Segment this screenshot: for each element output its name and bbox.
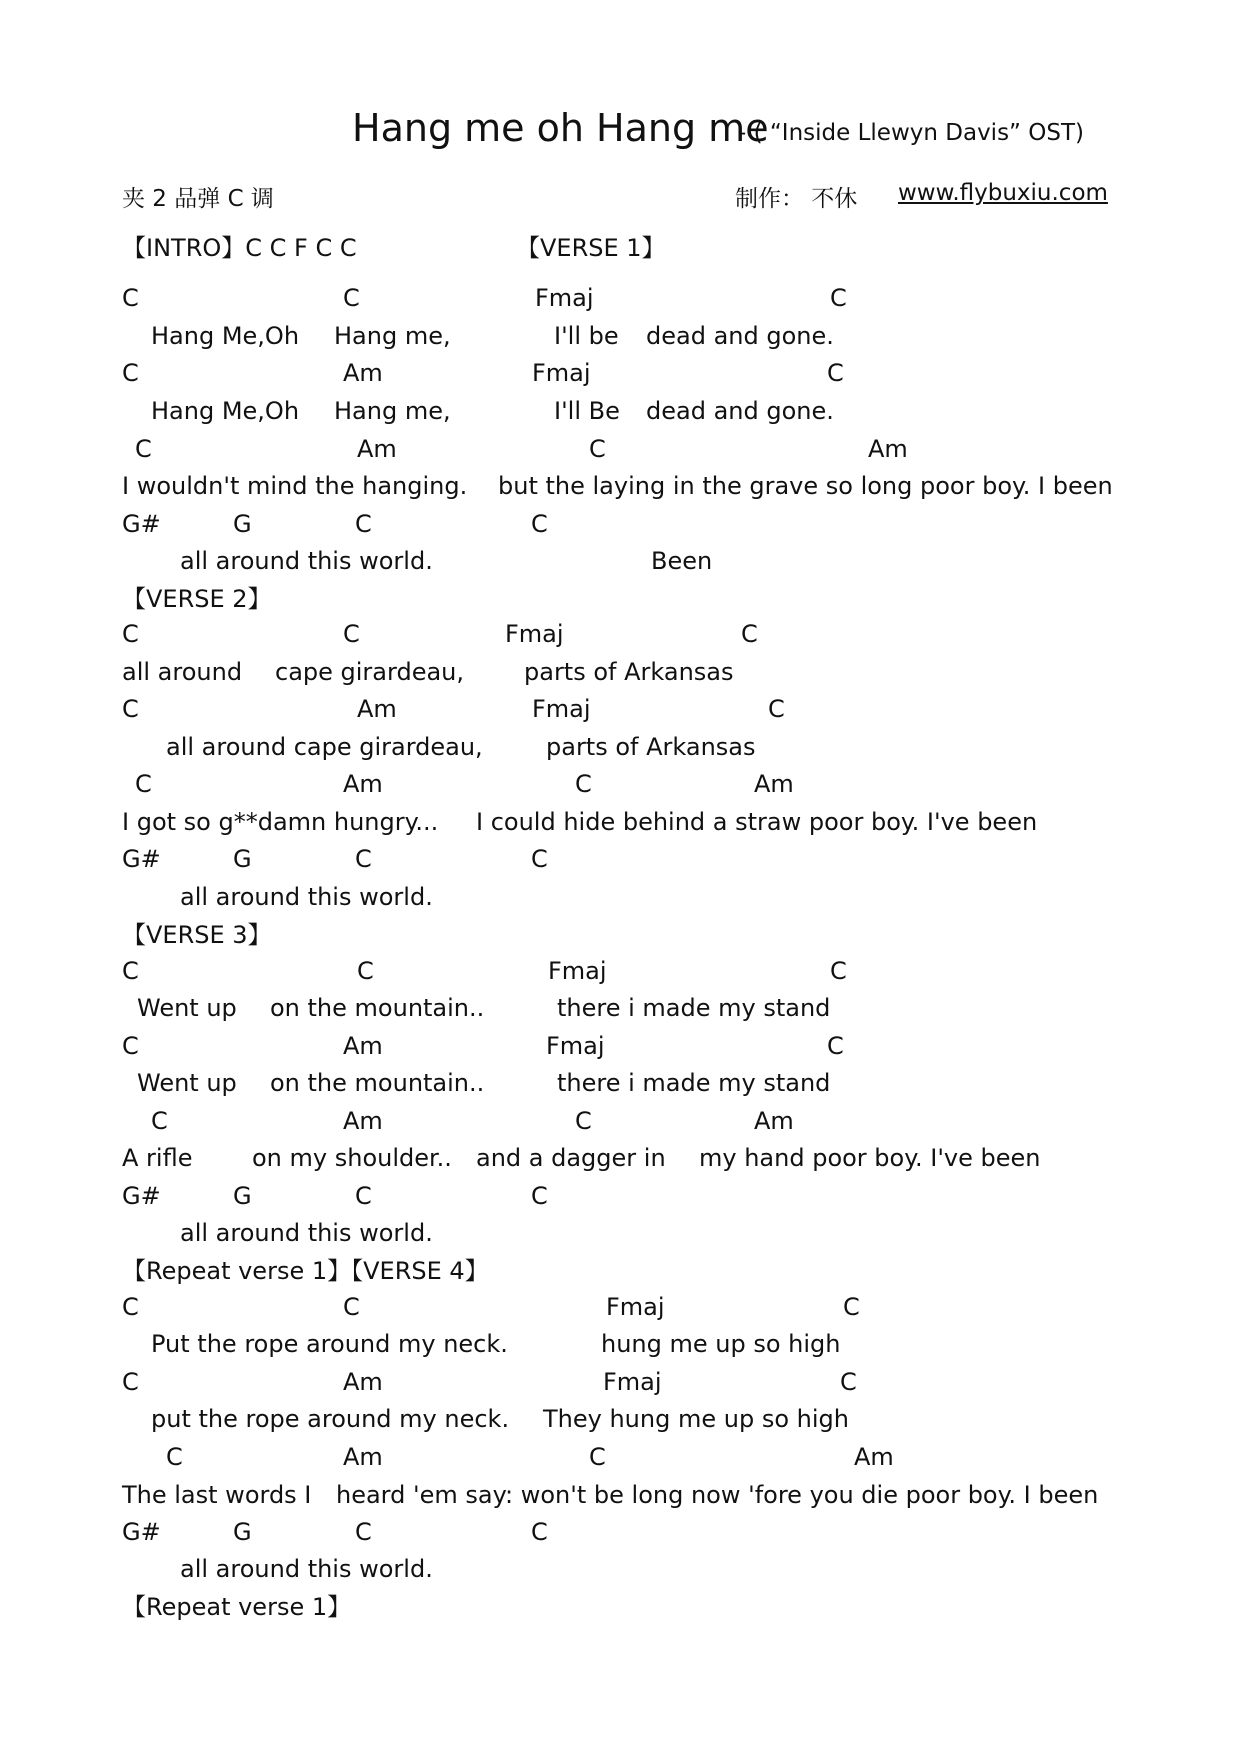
chord-symbol: C <box>827 359 844 387</box>
chord-symbol: C <box>531 845 548 873</box>
lyric-text: I got so g**damn hungry... <box>122 808 439 836</box>
chord-symbol: C <box>122 284 139 312</box>
chord-line <box>0 1106 1240 1142</box>
chord-symbol: Am <box>357 435 397 463</box>
chord-symbol: Am <box>343 1443 383 1471</box>
section-line <box>0 1256 1240 1292</box>
section-label: 【Repeat verse 1】【VERSE 4】 <box>122 1257 489 1285</box>
chord-line <box>0 1517 1240 1553</box>
lyric-line <box>0 546 1240 582</box>
chord-line <box>0 844 1240 880</box>
lyric-text: parts of Arkansas <box>546 733 756 761</box>
chord-symbol: C <box>355 1518 372 1546</box>
chord-symbol: G <box>233 845 252 873</box>
lyric-text: all around <box>122 658 243 686</box>
chord-symbol: G <box>233 510 252 538</box>
chord-symbol: Fmaj <box>535 284 594 312</box>
section-label: 【VERSE 3】 <box>122 921 272 949</box>
chord-line <box>0 358 1240 394</box>
chord-symbol: G <box>233 1182 252 1210</box>
chord-line <box>0 1367 1240 1403</box>
chord-symbol: Am <box>754 1107 794 1135</box>
chord-symbol: C <box>122 957 139 985</box>
chord-symbol: C <box>357 957 374 985</box>
lyric-text: I could hide behind a straw poor boy. I've been <box>476 808 1038 836</box>
chord-line <box>0 283 1240 319</box>
lyric-text: Went up <box>137 994 237 1022</box>
chord-symbol: C <box>830 284 847 312</box>
chord-symbol: C <box>575 1107 592 1135</box>
lyric-text: A rifle <box>122 1144 193 1172</box>
lyric-line <box>0 882 1240 918</box>
lyric-line <box>0 1554 1240 1590</box>
chord-line <box>0 956 1240 992</box>
chord-line <box>0 1181 1240 1217</box>
lyric-text: Hang Me,Oh <box>151 397 300 425</box>
website-link[interactable]: www.flybuxiu.com <box>898 180 1108 206</box>
section-label: 【INTRO】C C F C C <box>122 234 357 262</box>
chord-symbol: C <box>355 845 372 873</box>
chord-symbol: C <box>768 695 785 723</box>
lyric-text: on the mountain.. <box>270 994 485 1022</box>
chord-symbol: C <box>122 1293 139 1321</box>
lyric-line <box>0 1329 1240 1365</box>
lyric-text: dead and gone. <box>646 397 834 425</box>
lyric-text: all around cape girardeau, <box>166 733 483 761</box>
lyric-text: put the rope around my neck. <box>151 1405 510 1433</box>
lyric-text: The last words I <box>122 1481 312 1509</box>
chord-symbol: Fmaj <box>505 620 564 648</box>
lyric-text: I wouldn't mind the hanging. <box>122 472 468 500</box>
chord-symbol: C <box>343 620 360 648</box>
chord-symbol: Am <box>343 1032 383 1060</box>
lyric-line <box>0 321 1240 357</box>
chord-symbol: Fmaj <box>546 1032 605 1060</box>
lyric-text: Hang me, <box>334 397 451 425</box>
chord-symbol: C <box>840 1368 857 1396</box>
chord-symbol: Am <box>343 359 383 387</box>
chord-symbol: C <box>343 284 360 312</box>
lyric-text: heard 'em say: won't be long now 'fore you die poor boy. I been <box>336 1481 1099 1509</box>
lyric-line <box>0 732 1240 768</box>
lyric-line <box>0 1480 1240 1516</box>
chord-symbol: C <box>122 359 139 387</box>
lyric-text: Put the rope around my neck. <box>151 1330 508 1358</box>
lyric-line <box>0 1218 1240 1254</box>
chord-symbol: Fmaj <box>603 1368 662 1396</box>
chord-symbol: C <box>122 1368 139 1396</box>
lyric-line <box>0 657 1240 693</box>
lyric-text: dead and gone. <box>646 322 834 350</box>
chord-symbol: C <box>843 1293 860 1321</box>
section-label: 【VERSE 1】 <box>516 234 666 262</box>
section-label: 【VERSE 2】 <box>122 585 272 613</box>
lyric-text: Hang me, <box>334 322 451 350</box>
chord-line <box>0 694 1240 730</box>
lyric-text: on my shoulder.. <box>252 1144 452 1172</box>
chord-symbol: Fmaj <box>548 957 607 985</box>
chord-symbol: Am <box>854 1443 894 1471</box>
chord-symbol: C <box>151 1107 168 1135</box>
author-credit: 制作： 不休 <box>735 186 858 212</box>
chord-line <box>0 619 1240 655</box>
capo-key-note: 夹 2 品弹 C 调 <box>122 186 274 212</box>
lyric-text: They hung me up so high <box>543 1405 849 1433</box>
chord-symbol: C <box>166 1443 183 1471</box>
chord-symbol: C <box>827 1032 844 1060</box>
chord-symbol: C <box>355 510 372 538</box>
chord-line <box>0 1031 1240 1067</box>
chord-line <box>0 1292 1240 1328</box>
chord-symbol: C <box>135 435 152 463</box>
chord-symbol: C <box>343 1293 360 1321</box>
lyric-text: all around this world. <box>180 1219 433 1247</box>
lyric-line <box>0 807 1240 843</box>
chord-symbol: C <box>741 620 758 648</box>
lyric-text: parts of Arkansas <box>524 658 734 686</box>
chord-symbol: Fmaj <box>532 695 591 723</box>
chord-symbol: C <box>122 1032 139 1060</box>
chord-line <box>0 769 1240 805</box>
chord-symbol: Am <box>868 435 908 463</box>
section-label: 【Repeat verse 1】 <box>122 1593 352 1621</box>
lyric-text: on the mountain.. <box>270 1069 485 1097</box>
lyric-text: all around this world. <box>180 547 433 575</box>
lyric-text: my hand poor boy. I've been <box>699 1144 1041 1172</box>
lyric-text: all around this world. <box>180 883 433 911</box>
lyric-text: there i made my stand <box>557 994 831 1022</box>
lyric-line <box>0 993 1240 1029</box>
song-subtitle: - ( “Inside Llewyn Davis” OST) <box>738 120 1085 146</box>
lyric-text: Went up <box>137 1069 237 1097</box>
chord-symbol: C <box>531 1518 548 1546</box>
lyric-line <box>0 1068 1240 1104</box>
chord-symbol: C <box>355 1182 372 1210</box>
lyric-line <box>0 396 1240 432</box>
chord-symbol: Am <box>343 1368 383 1396</box>
section-line <box>0 584 1240 620</box>
chord-symbol: C <box>589 1443 606 1471</box>
chord-symbol: G# <box>122 845 161 873</box>
chord-symbol: G# <box>122 1182 161 1210</box>
section-line <box>0 1592 1240 1628</box>
lyric-text: Hang Me,Oh <box>151 322 300 350</box>
chord-symbol: G# <box>122 1518 161 1546</box>
chord-symbol: C <box>531 510 548 538</box>
chord-symbol: G# <box>122 510 161 538</box>
section-line <box>0 920 1240 956</box>
chord-symbol: Fmaj <box>606 1293 665 1321</box>
lyric-text: cape girardeau, <box>275 658 464 686</box>
lyric-text: hung me up so high <box>601 1330 841 1358</box>
chord-symbol: C <box>830 957 847 985</box>
chord-symbol: Am <box>357 695 397 723</box>
lyric-text: I'll be <box>554 322 619 350</box>
lyric-text: and a dagger in <box>476 1144 666 1172</box>
lyric-line <box>0 1143 1240 1179</box>
section-line <box>0 233 1240 269</box>
chord-symbol: C <box>122 695 139 723</box>
lyric-line <box>0 1404 1240 1440</box>
lyric-text: there i made my stand <box>557 1069 831 1097</box>
lyric-line <box>0 471 1240 507</box>
chord-symbol: Fmaj <box>532 359 591 387</box>
chord-symbol: Am <box>343 1107 383 1135</box>
chord-symbol: C <box>122 620 139 648</box>
chord-symbol: C <box>575 770 592 798</box>
chord-symbol: Am <box>343 770 383 798</box>
chord-line <box>0 434 1240 470</box>
lyric-text: all around this world. <box>180 1555 433 1583</box>
chord-symbol: G <box>233 1518 252 1546</box>
chord-line <box>0 1442 1240 1478</box>
lyric-text: Been <box>651 547 713 575</box>
lyric-text: I'll Be <box>554 397 620 425</box>
chord-symbol: C <box>135 770 152 798</box>
chord-symbol: C <box>589 435 606 463</box>
chord-symbol: C <box>531 1182 548 1210</box>
song-title: Hang me oh Hang me <box>352 106 769 150</box>
lyric-text: but the laying in the grave so long poor boy. I been <box>498 472 1113 500</box>
chord-symbol: Am <box>754 770 794 798</box>
chord-line <box>0 509 1240 545</box>
